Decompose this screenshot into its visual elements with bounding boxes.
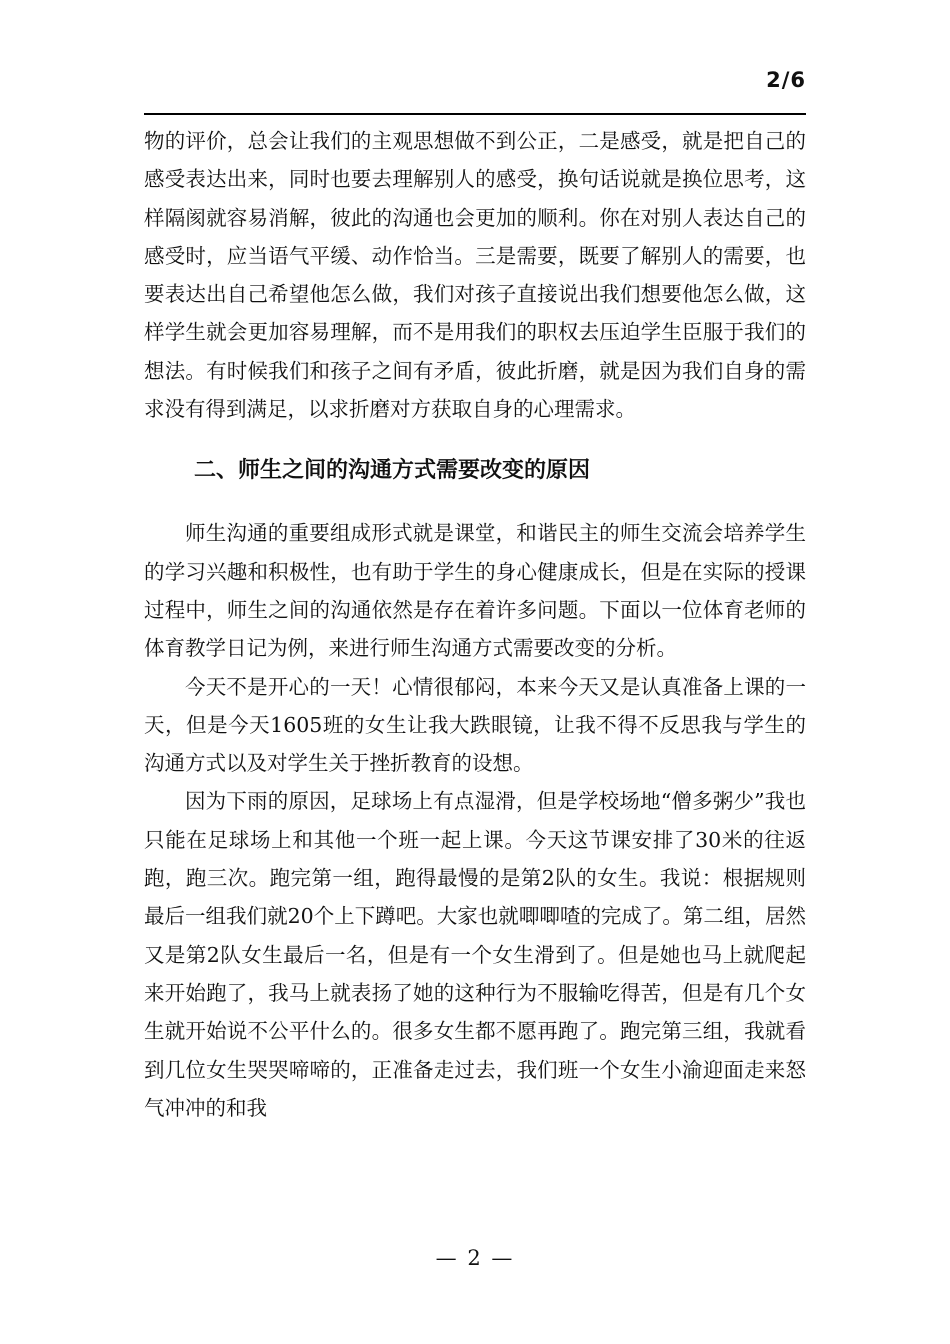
document-body [144, 122, 806, 1127]
section-heading: 二、师生之间的沟通方式需要改变的原因 [194, 458, 591, 484]
body-paragraph: 师生沟通的重要组成形式就是课堂，和谐民主的师生交流会培养学生的学习兴趣和积极性，也有助于学生的身心健康成长，但是在实际的授课过程中，师生之间的沟通依然是存在着许多问题。下面以一位体育老师的体育教学日记为例，来进行师生沟通方式需要改变的分析。 [144, 521, 806, 661]
body-paragraph: 因为下雨的原因，足球场上有点湿滑，但是学校场地“僧多粥少”我也只能在足球场上和其他一个班一起上课。今天这节课安排了30米的往返跑，跑三次。跑完第一组，跑得最慢的是第2队的女生。我说：根据规则最后一组我们就20个上下蹲吧。大家也就唧唧喳的完成了。第二组，居然又是第2队女生最后一名，但是有一个女生滑到了。但是她也马上就爬起来开始跑了，我马上就表扬了她的这种行为不服输吃得苦，但是有几个女生就开始说不公平什么的。很多女生都不愿再跑了。跑完第三组，我就看到几位女生哭哭啼啼的，正准备走过去，我们班一个女生小渝迎面走来怒气冲冲的和我 [144, 789, 806, 1120]
footer-page-number: — 2 — [435, 1246, 515, 1270]
body-paragraph: 今天不是开心的一天！心情很郁闷，本来今天又是认真准备上课的一天，但是今天1605班的女生让我大跌眼镜，让我不得不反思我与学生的沟通方式以及对学生关于挫折教育的设想。 [144, 674, 806, 776]
header-divider [144, 113, 806, 115]
body-paragraph: 物的评价，总会让我们的主观思想做不到公正，二是感受，就是把自己的感受表达出来，同时也要去理解别人的感受，换句话说就是换位思考，这样隔阂就容易消解，彼此的沟通也会更加的顺利。你在对别人表达自己的感受时，应当语气平缓、动作恰当。三是需要，既要了解别人的需要，也要表达出自己希望他怎么做，我们对孩子直接说出我们想要他怎么做，这样学生就会更加容易理解，而不是用我们的职权去压迫学生臣服于我们的想法。有时候我们和孩子之间有矛盾，彼此折磨，就是因为我们自身的需求没有得到满足，以求折磨对方获取自身的心理需求。 [144, 129, 806, 422]
page-counter: 2/6 [766, 68, 806, 92]
